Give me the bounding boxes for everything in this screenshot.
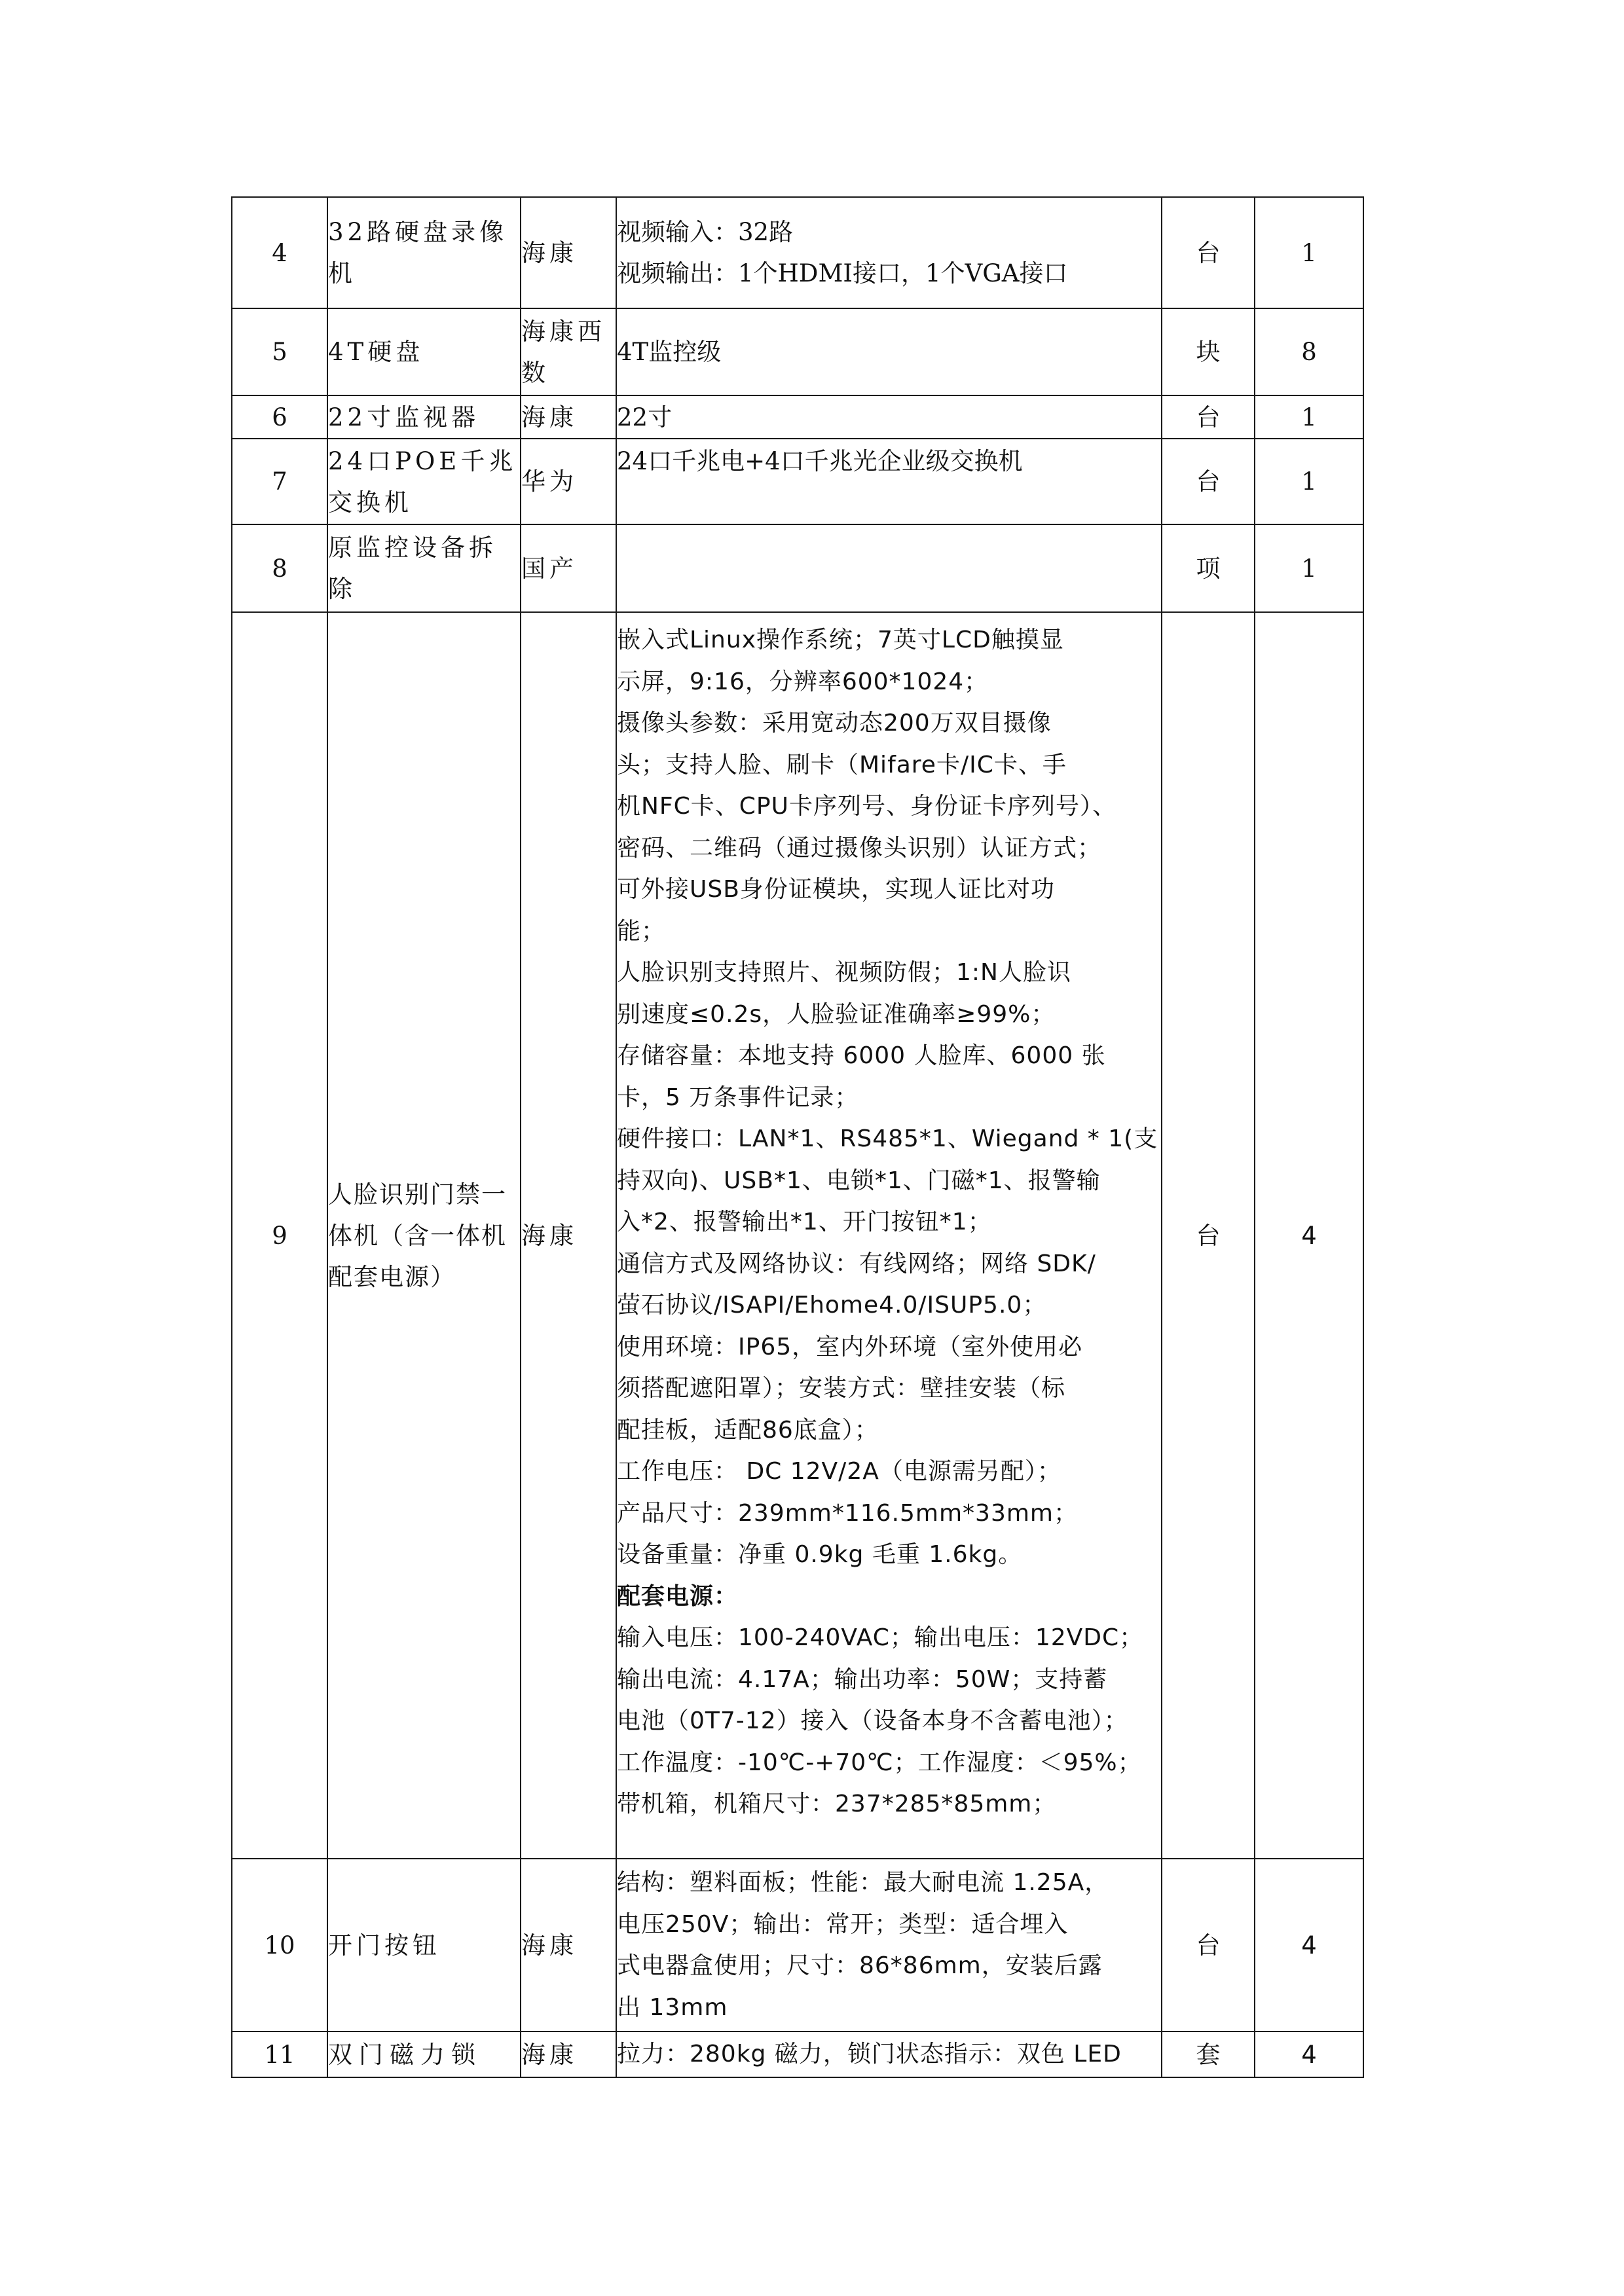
spec-line: 式电器盒使用；尺寸：86*86mm，安装后露 <box>617 1952 1103 1979</box>
item-quantity: 4 <box>1255 2032 1363 2077</box>
item-spec <box>616 439 1162 524</box>
spec-line: 嵌入式Linux操作系统；7英寸LCD触摸显 <box>617 627 1064 653</box>
item-spec <box>616 197 1162 308</box>
spec-line: 须搭配遮阳罩）；安装方式：壁挂安装（标 <box>617 1375 1066 1402</box>
item-spec <box>616 395 1162 439</box>
spec-line: 电压250V；输出：常开；类型：适合埋入 <box>617 1910 1069 1938</box>
spec-line: 能； <box>617 917 666 945</box>
item-spec <box>616 612 1162 1859</box>
spec-line: 输入电压：100-240VAC；输出电压：12VDC； <box>617 1624 1144 1651</box>
item-name: 人脸识别门禁一体机（含一体机配套电源） <box>327 612 521 1859</box>
item-number: 5 <box>232 308 327 395</box>
spec-line: 存储容量：本地支持 6000 人脸库、6000 张 <box>617 1042 1106 1069</box>
item-spec <box>616 1859 1162 2032</box>
spec-line: 输出电流：4.17A；输出功率：50W；支持蓄 <box>617 1666 1108 1693</box>
item-spec <box>616 524 1162 612</box>
table-row <box>232 308 1363 395</box>
item-spec <box>616 308 1162 395</box>
item-brand: 国产 <box>521 524 616 612</box>
spec-line: 工作电压： DC 12V/2A（电源需另配）； <box>617 1458 1061 1485</box>
item-name: 原监控设备拆除 <box>327 524 521 612</box>
spec-line: 示屏，9:16，分辨率600*1024； <box>617 668 989 695</box>
item-number: 11 <box>232 2032 327 2077</box>
item-quantity: 1 <box>1255 395 1363 439</box>
item-brand: 海康 <box>521 1859 616 2032</box>
item-number: 7 <box>232 439 327 524</box>
item-unit: 台 <box>1162 197 1255 308</box>
item-quantity: 1 <box>1255 439 1363 524</box>
spec-line: 工作温度：-10℃-+70℃；工作湿度：＜95%； <box>617 1749 1142 1776</box>
item-unit: 块 <box>1162 308 1255 395</box>
item-brand: 海康 <box>521 197 616 308</box>
spec-line: 入*2、报警输出*1、开门按钮*1； <box>617 1209 992 1235</box>
spec-line: 通信方式及网络协议：有线网络；网络 SDK/ <box>617 1250 1096 1277</box>
item-name: 开门按钮 <box>327 1859 521 2032</box>
spec-line: 配挂板，适配86底盒）； <box>617 1416 879 1444</box>
item-brand: 海康西数 <box>521 308 616 395</box>
item-brand: 海康 <box>521 612 616 1859</box>
table-row <box>232 395 1363 439</box>
item-brand: 海康 <box>521 2032 616 2077</box>
spec-line: 拉力：280kg 磁力，锁门状态指示：双色 LED <box>617 2041 1122 2068</box>
table-row <box>232 524 1363 612</box>
spec-line: 密码、二维码（通过摄像头识别）认证方式； <box>617 834 1102 862</box>
item-quantity: 4 <box>1255 1859 1363 2032</box>
spec-line: 结构：塑料面板；性能：最大耐电流 1.25A， <box>617 1869 1109 1896</box>
table-row <box>232 439 1363 524</box>
item-brand: 海康 <box>521 395 616 439</box>
item-name: 22寸监视器 <box>327 395 521 439</box>
item-quantity: 1 <box>1255 524 1363 612</box>
item-unit: 台 <box>1162 439 1255 524</box>
spec-line: 摄像头参数：采用宽动态200万双目摄像 <box>617 710 1052 737</box>
spec-line: 持双向)、USB*1、电锁*1、门磁*1、报警输 <box>617 1167 1101 1194</box>
spec-line: 产品尺寸：239mm*116.5mm*33mm； <box>617 1499 1078 1527</box>
item-name: 32路硬盘录像机 <box>327 197 521 308</box>
spec-line: 视频输入：32路 <box>617 218 794 246</box>
item-unit: 套 <box>1162 2032 1255 2077</box>
table-row <box>232 1859 1363 2032</box>
spec-line: 机NFC卡、CPU卡序列号、身份证卡序列号）、 <box>617 793 1116 820</box>
spec-line: 使用环境：IP65，室内外环境（室外使用必 <box>617 1333 1083 1360</box>
spec-line: 带机箱，机箱尺寸：237*285*85mm； <box>617 1791 1057 1817</box>
spec-line: 24口千兆电+4口千兆光企业级交换机 <box>617 447 1023 475</box>
spec-line: 设备重量：净重 0.9kg 毛重 1.6kg。 <box>617 1541 1023 1568</box>
spec-line: 4T监控级 <box>617 338 722 366</box>
item-name: 4T硬盘 <box>327 308 521 395</box>
spec-line: 别速度≤0.2s，人脸验证准确率≥99%； <box>617 1000 1056 1028</box>
table-row <box>232 2032 1363 2077</box>
item-unit: 项 <box>1162 524 1255 612</box>
spec-line: 萤石协议/ISAPI/Ehome4.0/ISUP5.0； <box>617 1292 1047 1319</box>
item-number: 9 <box>232 612 327 1859</box>
spec-line: 卡，5 万条事件记录； <box>617 1084 859 1111</box>
table-row <box>232 197 1363 308</box>
spec-line: 22寸 <box>617 403 673 431</box>
spec-line: 电池（0T7-12）接入（设备本身不含蓄电池）； <box>617 1707 1128 1734</box>
equipment-table <box>231 196 1364 2078</box>
spec-line-heading: 配套电源： <box>617 1582 739 1610</box>
item-unit: 台 <box>1162 612 1255 1859</box>
table-row <box>232 612 1363 1859</box>
item-unit: 台 <box>1162 1859 1255 2032</box>
item-quantity: 4 <box>1255 612 1363 1859</box>
item-brand: 华为 <box>521 439 616 524</box>
spec-line: 可外接USB身份证模块，实现人证比对功 <box>617 876 1055 903</box>
item-name: 双门磁力锁 <box>327 2032 521 2077</box>
item-spec <box>616 2032 1162 2077</box>
spec-line: 人脸识别支持照片、视频防假；1:N人脸识 <box>617 959 1071 986</box>
item-number: 6 <box>232 395 327 439</box>
spec-line: 视频输出：1个HDMI接口，1个VGA接口 <box>617 259 1068 287</box>
item-number: 4 <box>232 197 327 308</box>
spec-line: 头；支持人脸、刷卡（Mifare卡/IC卡、手 <box>617 751 1067 778</box>
item-unit: 台 <box>1162 395 1255 439</box>
item-name: 24口POE千兆交换机 <box>327 439 521 524</box>
item-quantity: 8 <box>1255 308 1363 395</box>
spec-line: 出 13mm <box>617 1994 728 2021</box>
item-quantity: 1 <box>1255 197 1363 308</box>
item-number: 10 <box>232 1859 327 2032</box>
item-number: 8 <box>232 524 327 612</box>
spec-line: 硬件接口：LAN*1、RS485*1、Wiegand * 1(支 <box>617 1125 1158 1152</box>
